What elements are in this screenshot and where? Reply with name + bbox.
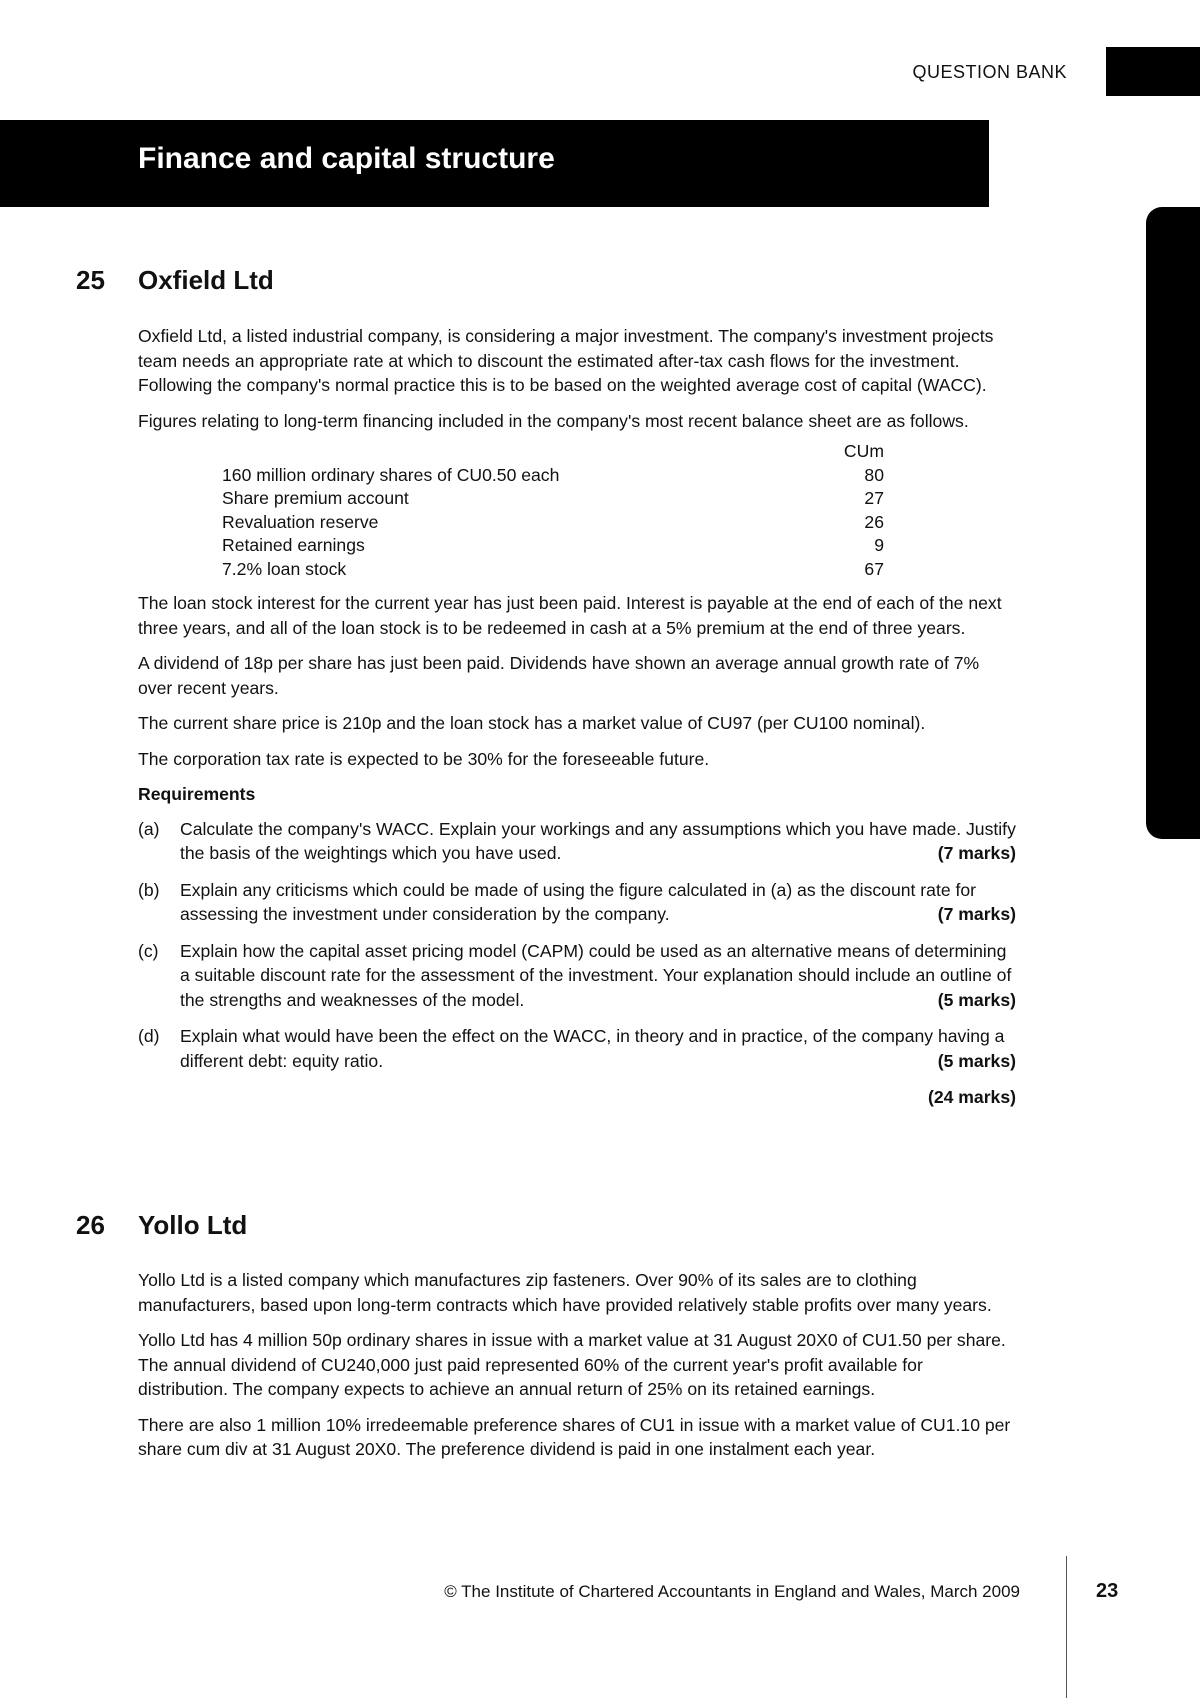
row-value: 67 bbox=[864, 558, 884, 579]
requirement-marks: (5 marks) bbox=[937, 1050, 1016, 1071]
side-thumb-tab bbox=[1146, 207, 1200, 839]
requirement-item bbox=[138, 1024, 1016, 1073]
financing-table bbox=[222, 440, 884, 581]
paragraph: The corporation tax rate is expected to be 30% for the foreseeable future. bbox=[138, 748, 710, 769]
chapter-banner bbox=[0, 120, 989, 207]
table-row bbox=[222, 464, 884, 488]
row-label: Retained earnings bbox=[222, 535, 365, 555]
paragraph: The current share price is 210p and the loan stock has a market value of CU97 (per CU100 nominal). bbox=[138, 713, 926, 733]
table-row bbox=[222, 511, 884, 535]
requirement-item bbox=[138, 939, 1016, 1013]
table-row bbox=[222, 558, 884, 582]
table-row bbox=[222, 534, 884, 558]
row-label: Revaluation reserve bbox=[222, 511, 379, 532]
paragraph: The loan stock interest for the current year has just been paid. Interest is payable at the end of each of the next three years, and all of the loan stock is to be redeemed in cash at a 5% premium at the end of three years. bbox=[138, 593, 1002, 638]
row-label: 7.2% loan stock bbox=[222, 558, 347, 579]
requirement-item bbox=[138, 817, 1016, 866]
footer-divider bbox=[1066, 1556, 1067, 1698]
requirement-label: (d) bbox=[138, 1026, 160, 1046]
requirement-text: Explain any criticisms which could be made of using the figure calculated in (a) as the discount rate for assessing the investment under consideration by the company. bbox=[180, 879, 977, 924]
table-row bbox=[222, 487, 884, 511]
requirement-label: (a) bbox=[138, 818, 160, 839]
requirement-label: (b) bbox=[138, 879, 160, 900]
question-number: 25 bbox=[76, 265, 105, 295]
requirement-text: Explain how the capital asset pricing model (CAPM) could be used as an alternative means of determining a suitable discount rate for the assessment of the investment. Your explanation should include an outline of the strengths and weaknesses of the model. bbox=[180, 940, 1012, 1010]
paragraph: There are also 1 million 10% irredeemable preference shares of CU1 in issue with a market value of CU1.10 per share cum div at 31 August 20X0. The preference dividend is paid in one instalment each year. bbox=[138, 1414, 1011, 1459]
requirement-text: Explain what would have been the effect on the WACC, in theory and in practice, of the company having a different debt: equity ratio. bbox=[180, 1026, 1005, 1071]
row-label: 160 million ordinary shares of CU0.50 each bbox=[222, 464, 560, 485]
row-label: Share premium account bbox=[222, 488, 409, 508]
requirement-item bbox=[138, 878, 1016, 927]
question-26-heading bbox=[76, 1210, 247, 1241]
question-number: 26 bbox=[76, 1210, 105, 1240]
row-value: 80 bbox=[864, 464, 884, 485]
running-header: QUESTION BANK bbox=[912, 62, 1067, 82]
unit-header: CUm bbox=[843, 441, 884, 461]
question-25-heading bbox=[76, 265, 274, 296]
question-title: Oxfield Ltd bbox=[138, 265, 274, 295]
requirement-marks: (7 marks) bbox=[937, 904, 1016, 924]
question-25-body bbox=[138, 324, 1016, 1110]
paragraph: A dividend of 18p per share has just been paid. Dividends have shown an average annual growth rate of 7% over recent years. bbox=[138, 653, 980, 698]
paragraph: Oxfield Ltd, a listed industrial company, is considering a major investment. The company's investment projects team needs an appropriate rate at which to discount the estimated after-tax cash flows for the investment. Following the company's normal practice this is to be based on the weighted average cost of capital (WACC). bbox=[138, 326, 994, 395]
row-value: 26 bbox=[864, 511, 884, 532]
header-black-block bbox=[1106, 47, 1200, 96]
footer-copyright: © The Institute of Chartered Accountants in England and Wales, March 2009 bbox=[444, 1582, 1020, 1601]
requirement-marks: (7 marks) bbox=[937, 843, 1016, 863]
question-26-body bbox=[138, 1268, 1016, 1473]
paragraph: Yollo Ltd has 4 million 50p ordinary shares in issue with a market value at 31 August 20X0 of CU1.50 per share. The annual dividend of CU240,000 just paid represented 60% of the current year's profit available for distribution. The company expects to achieve an annual return of 25% on its retained earnings. bbox=[138, 1330, 1006, 1399]
paragraph: Yollo Ltd is a listed company which manufactures zip fasteners. Over 90% of its sales are to clothing manufacturers, based upon long-term contracts which have provided relatively stable profits over many years. bbox=[138, 1270, 992, 1315]
chapter-title: Finance and capital structure bbox=[138, 142, 555, 175]
paragraph: Figures relating to long-term financing included in the company's most recent balance sheet are as follows. bbox=[138, 410, 969, 431]
requirement-text: Calculate the company's WACC. Explain your workings and any assumptions which you have made. Justify the basis of the weightings which you have used. bbox=[180, 818, 1016, 863]
requirements-title: Requirements bbox=[138, 784, 256, 804]
question-title: Yollo Ltd bbox=[138, 1210, 248, 1240]
requirement-marks: (5 marks) bbox=[937, 989, 1016, 1010]
page-number: 23 bbox=[1096, 1580, 1119, 1602]
table-header-row bbox=[222, 440, 884, 464]
row-value: 9 bbox=[874, 535, 884, 555]
total-marks: (24 marks) bbox=[927, 1087, 1016, 1107]
requirement-label: (c) bbox=[138, 940, 159, 961]
row-value: 27 bbox=[864, 488, 884, 508]
